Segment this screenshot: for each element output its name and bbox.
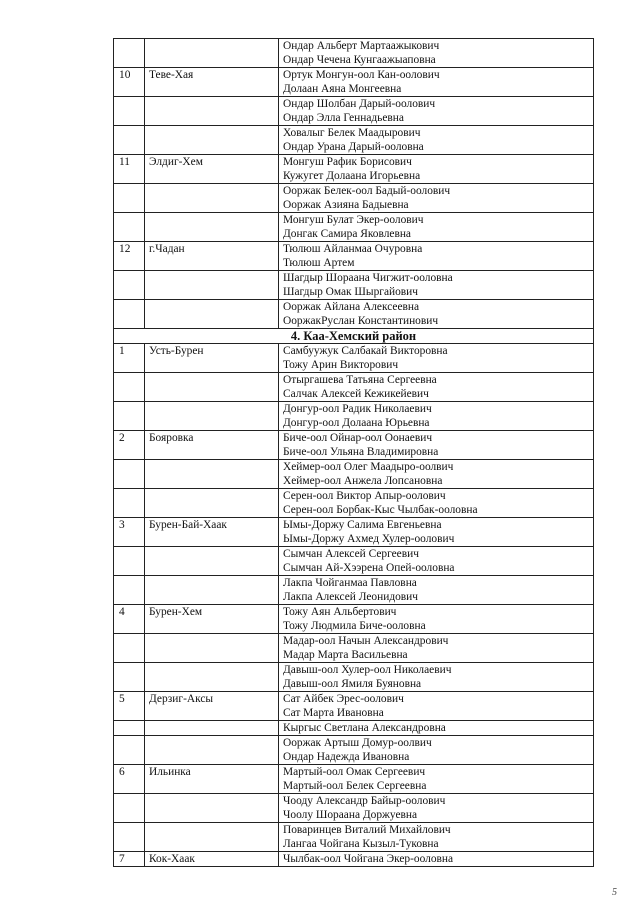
table-row xyxy=(114,155,594,184)
person-name: Мартый-оол Омак Сергеевич xyxy=(283,766,426,778)
table-row xyxy=(114,344,594,373)
family-names-cell xyxy=(279,242,594,271)
person-name: Долаан Аяна Монгеевна xyxy=(283,83,402,95)
person-name: Донгур-оол Радик Николаевич xyxy=(283,403,432,415)
person-name: Ымы-Доржу Салима Евгеньевна xyxy=(283,519,442,531)
settlement-name xyxy=(145,39,279,68)
family-names-cell xyxy=(279,39,594,68)
row-number xyxy=(114,489,145,518)
settlement-name xyxy=(145,97,279,126)
table-row xyxy=(114,852,594,867)
person-name: Ымы-Доржу Ахмед Хулер-оолович xyxy=(283,533,455,545)
table-row xyxy=(114,823,594,852)
person-name: Тожу Людмила Биче-ооловна xyxy=(283,620,426,632)
person-name: Хеймер-оол Анжела Лопсановна xyxy=(283,475,443,487)
table-row xyxy=(114,68,594,97)
person-name: Тожу Арин Викторович xyxy=(283,359,399,371)
person-name: Лангаа Чойгана Кызыл-Туковна xyxy=(283,838,439,850)
settlement-name: Элдиг-Хем xyxy=(145,155,279,184)
table-row xyxy=(114,460,594,489)
family-names-cell xyxy=(279,184,594,213)
settlement-name xyxy=(145,402,279,431)
row-number: 11 xyxy=(114,155,145,184)
row-number xyxy=(114,794,145,823)
settlement-name: Теве-Хая xyxy=(145,68,279,97)
table-row xyxy=(114,242,594,271)
settlement-name: г.Чадан xyxy=(145,242,279,271)
family-names-cell xyxy=(279,300,594,329)
person-name: Самбуужук Салбакай Викторовна xyxy=(283,345,448,357)
family-names-cell xyxy=(279,213,594,242)
settlement-name xyxy=(145,460,279,489)
person-name: Поваринцев Виталий Михайлович xyxy=(283,824,451,836)
person-name: Ооржак Белек-оол Бадый-оолович xyxy=(283,185,451,197)
person-name: Ооржак Айлана Алексеевна xyxy=(283,301,420,313)
settlement-name: Ильинка xyxy=(145,765,279,794)
person-name: Лакпа Алексей Леонидович xyxy=(283,591,419,603)
settlement-name xyxy=(145,213,279,242)
row-number xyxy=(114,39,145,68)
row-number: 1 xyxy=(114,344,145,373)
table-body xyxy=(114,39,594,867)
table-row xyxy=(114,300,594,329)
row-number: 5 xyxy=(114,692,145,721)
settlement-name xyxy=(145,634,279,663)
person-name: Мадар-оол Начын Александрович xyxy=(283,635,449,647)
person-name: Тожу Аян Альбертович xyxy=(283,606,397,618)
settlement-name xyxy=(145,300,279,329)
row-number xyxy=(114,97,145,126)
family-names-cell xyxy=(279,721,594,736)
person-name: Монгуш Булат Экер-оолович xyxy=(283,214,424,226)
person-name: Салчак Алексей Кежикейевич xyxy=(283,388,429,400)
table-row xyxy=(114,721,594,736)
family-names-cell xyxy=(279,634,594,663)
family-names-cell xyxy=(279,518,594,547)
person-name: Хеймер-оол Олег Маадыро-оолвич xyxy=(283,461,454,473)
table-row xyxy=(114,518,594,547)
table-row xyxy=(114,634,594,663)
row-number: 4 xyxy=(114,605,145,634)
table-row xyxy=(114,605,594,634)
row-number xyxy=(114,271,145,300)
settlement-name xyxy=(145,663,279,692)
settlement-name xyxy=(145,823,279,852)
row-number xyxy=(114,213,145,242)
family-names-cell xyxy=(279,155,594,184)
person-name: Сымчан Алексей Сергеевич xyxy=(283,548,419,560)
person-name: Мадар Марта Васильевна xyxy=(283,649,408,661)
page-number: 5 xyxy=(612,887,617,898)
settlement-name xyxy=(145,794,279,823)
settlement-name xyxy=(145,721,279,736)
table-row xyxy=(114,736,594,765)
table-row xyxy=(114,547,594,576)
table-row xyxy=(114,576,594,605)
family-names-cell xyxy=(279,373,594,402)
person-name: Ондар Надежда Ивановна xyxy=(283,751,410,763)
person-name: Чооду Александр Байыр-оолович xyxy=(283,795,446,807)
person-name: Ондар Урана Дарый-ооловна xyxy=(283,141,424,153)
table-row xyxy=(114,692,594,721)
table-row xyxy=(114,402,594,431)
family-names-cell xyxy=(279,794,594,823)
section-title: 4. Каа-Хемский район xyxy=(114,329,594,344)
person-name: Донгак Самира Яковлевна xyxy=(283,228,411,240)
table-row xyxy=(114,794,594,823)
family-names-cell xyxy=(279,271,594,300)
row-number xyxy=(114,823,145,852)
table-row xyxy=(114,271,594,300)
row-number xyxy=(114,373,145,402)
person-name: Отыргашева Татьяна Сергеевна xyxy=(283,374,437,386)
person-name: Монгуш Рафик Борисович xyxy=(283,156,412,168)
table-row xyxy=(114,184,594,213)
person-name: ОоржакРуслан Константинович xyxy=(283,315,439,327)
person-name: Ооржак Азияна Бадыевна xyxy=(283,199,409,211)
family-names-cell xyxy=(279,736,594,765)
person-name: Шагдыр Шораана Чигжит-ооловна xyxy=(283,272,453,284)
person-name: Шагдыр Омак Шыргайович xyxy=(283,286,418,298)
settlement-name: Бурен-Бай-Хаак xyxy=(145,518,279,547)
settlement-name: Усть-Бурен xyxy=(145,344,279,373)
family-names-cell xyxy=(279,489,594,518)
settlement-name xyxy=(145,184,279,213)
family-names-cell xyxy=(279,126,594,155)
settlement-name: Бояровка xyxy=(145,431,279,460)
person-name: Мартый-оол Белек Сергеевна xyxy=(283,780,427,792)
table-row xyxy=(114,39,594,68)
person-name: Ондар Альберт Мартаажыкович xyxy=(283,40,440,52)
table-row xyxy=(114,213,594,242)
family-names-cell xyxy=(279,68,594,97)
table-row xyxy=(114,97,594,126)
row-number xyxy=(114,736,145,765)
person-name: Давыш-оол Хулер-оол Николаевич xyxy=(283,664,452,676)
settlement-name xyxy=(145,373,279,402)
row-number xyxy=(114,547,145,576)
table-row xyxy=(114,765,594,794)
person-name: Тюлюш Артем xyxy=(283,257,355,269)
table-row xyxy=(114,663,594,692)
person-name: Ондар Элла Геннадьевна xyxy=(283,112,404,124)
family-names-cell xyxy=(279,344,594,373)
family-names-cell xyxy=(279,460,594,489)
family-names-cell xyxy=(279,663,594,692)
row-number: 3 xyxy=(114,518,145,547)
family-names-cell xyxy=(279,576,594,605)
family-names-cell xyxy=(279,547,594,576)
family-names-cell xyxy=(279,765,594,794)
person-name: Лакпа Чойганмаа Павловна xyxy=(283,577,417,589)
row-number: 7 xyxy=(114,852,145,867)
family-names-cell xyxy=(279,852,594,867)
family-names-cell xyxy=(279,605,594,634)
family-names-cell xyxy=(279,402,594,431)
family-names-cell xyxy=(279,823,594,852)
settlement-name xyxy=(145,126,279,155)
person-name: Серен-оол Борбак-Кыс Чылбак-ооловна xyxy=(283,504,478,516)
person-name: Сымчан Ай-Хээрена Опей-ооловна xyxy=(283,562,455,574)
person-name: Чоолу Шораана Доржуевна xyxy=(283,809,418,821)
person-name: Ооржак Артыш Домур-оолвич xyxy=(283,737,432,749)
row-number xyxy=(114,634,145,663)
person-name: Ондар Шолбан Дарый-оолович xyxy=(283,98,436,110)
person-name: Давыш-оол Ямиля Буяновна xyxy=(283,678,422,690)
row-number: 6 xyxy=(114,765,145,794)
family-names-cell xyxy=(279,692,594,721)
person-name: Ховалыг Белек Маадырович xyxy=(283,127,421,139)
settlement-name xyxy=(145,547,279,576)
section-header-row xyxy=(114,329,594,344)
person-name: Сат Марта Ивановна xyxy=(283,707,384,719)
person-name: Сат Айбек Эрес-оолович xyxy=(283,693,404,705)
row-number xyxy=(114,126,145,155)
row-number: 10 xyxy=(114,68,145,97)
person-name: Ондар Чечена Кунгаажыаповна xyxy=(283,54,436,66)
row-number xyxy=(114,460,145,489)
person-name: Серен-оол Виктор Апыр-оолович xyxy=(283,490,446,502)
settlement-name: Бурен-Хем xyxy=(145,605,279,634)
family-names-cell xyxy=(279,97,594,126)
row-number xyxy=(114,300,145,329)
row-number xyxy=(114,402,145,431)
settlement-name xyxy=(145,489,279,518)
person-name: Биче-оол Ульяна Владимировна xyxy=(283,446,439,458)
table-row xyxy=(114,431,594,460)
person-name: Чылбак-оол Чойгана Экер-ооловна xyxy=(283,853,454,865)
settlement-name xyxy=(145,576,279,605)
table-row xyxy=(114,126,594,155)
row-number xyxy=(114,663,145,692)
person-name: Тюлюш Айланмаа Очуровна xyxy=(283,243,423,255)
row-number: 2 xyxy=(114,431,145,460)
settlement-name xyxy=(145,736,279,765)
row-number: 12 xyxy=(114,242,145,271)
person-name: Донгур-оол Долаана Юрьевна xyxy=(283,417,430,429)
row-number xyxy=(114,721,145,736)
person-name: Ортук Монгун-оол Кан-оолович xyxy=(283,69,440,81)
settlement-name xyxy=(145,271,279,300)
table-row xyxy=(114,489,594,518)
settlement-name: Кок-Хаак xyxy=(145,852,279,867)
family-names-cell xyxy=(279,431,594,460)
table-row xyxy=(114,373,594,402)
participants-table xyxy=(113,38,594,867)
row-number xyxy=(114,184,145,213)
row-number xyxy=(114,576,145,605)
settlement-name: Дерзиг-Аксы xyxy=(145,692,279,721)
person-name: Кыргыс Светлана Александровна xyxy=(283,722,446,734)
person-name: Кужугет Долаана Игорьевна xyxy=(283,170,421,182)
person-name: Биче-оол Ойнар-оол Оонаевич xyxy=(283,432,433,444)
